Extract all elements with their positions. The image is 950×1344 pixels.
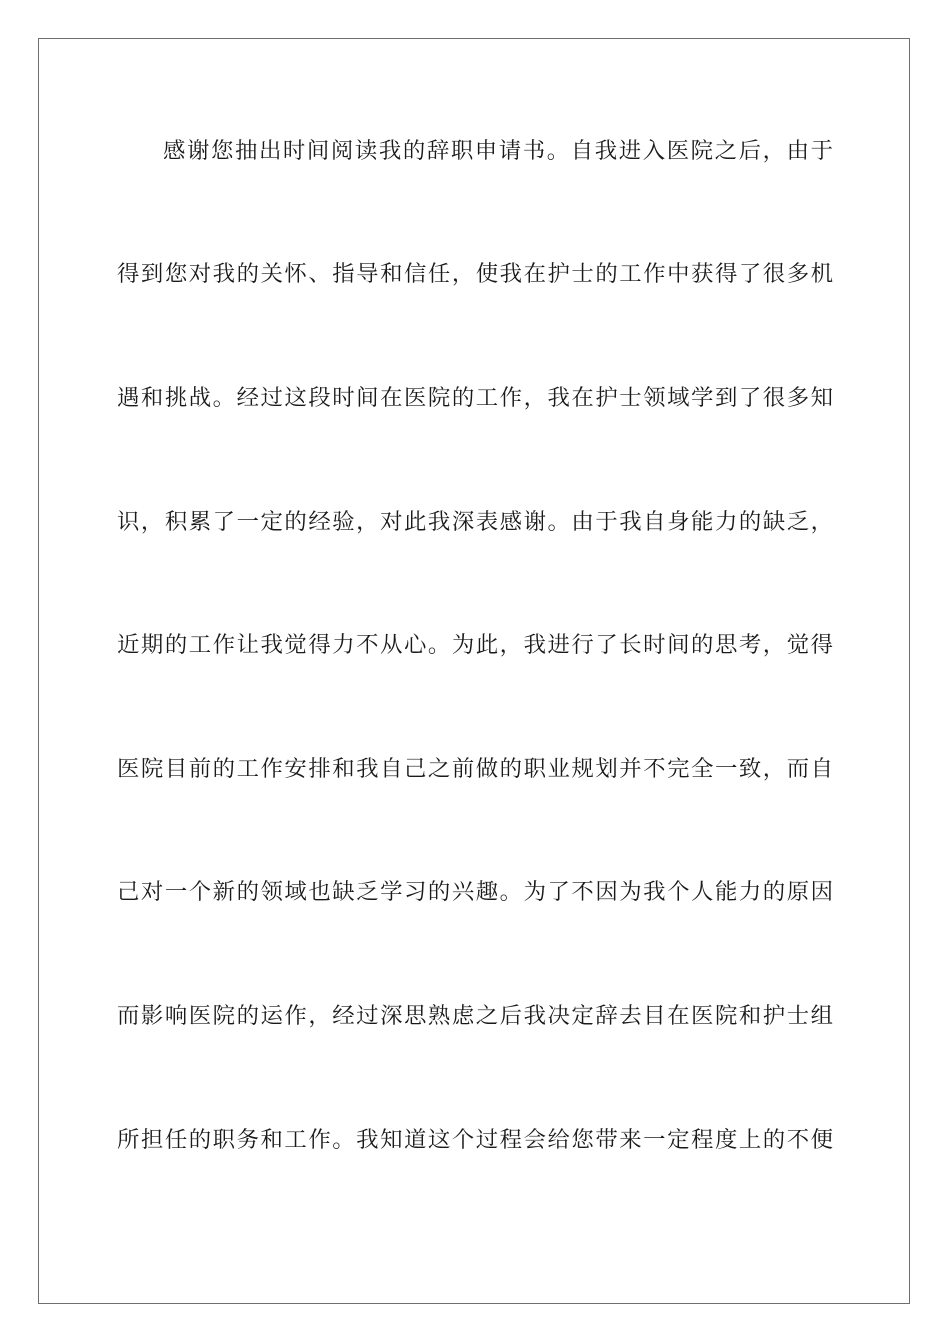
paragraph-line-6: 医院目前的工作安排和我自己之前做的职业规划并不完全一致，而自	[117, 756, 833, 782]
paragraph-line-2: 得到您对我的关怀、指导和信任，使我在护士的工作中获得了很多机	[117, 261, 833, 287]
paragraph-line-1: 感谢您抽出时间阅读我的辞职申请书。自我进入医院之后，由于	[163, 138, 833, 164]
page-border	[38, 38, 910, 1304]
paragraph-line-8: 而影响医院的运作，经过深思熟虑之后我决定辞去目在医院和护士组	[117, 1003, 833, 1029]
paragraph-line-5: 近期的工作让我觉得力不从心。为此，我进行了长时间的思考，觉得	[117, 632, 833, 658]
paragraph-line-4: 识，积累了一定的经验，对此我深表感谢。由于我自身能力的缺乏，	[117, 509, 833, 535]
paragraph-line-9: 所担任的职务和工作。我知道这个过程会给您带来一定程度上的不便	[117, 1127, 833, 1153]
paragraph-line-7: 己对一个新的领域也缺乏学习的兴趣。为了不因为我个人能力的原因	[117, 879, 833, 905]
paragraph-line-3: 遇和挑战。经过这段时间在医院的工作，我在护士领域学到了很多知	[117, 385, 833, 411]
